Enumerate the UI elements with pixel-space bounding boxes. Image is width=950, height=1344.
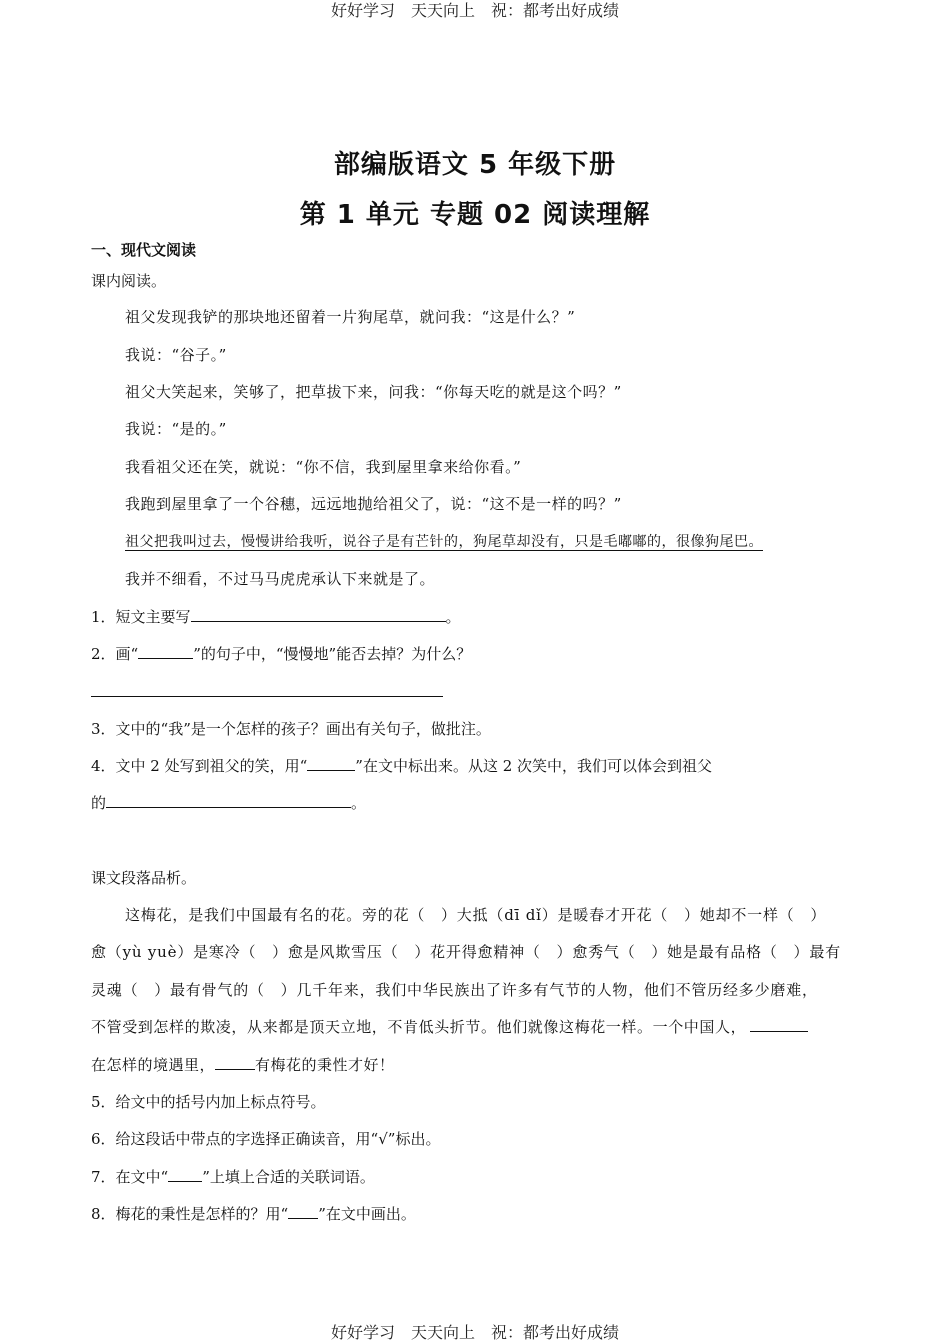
question-8-prefix: 8．梅花的秉性是怎样的？用“: [91, 1205, 289, 1223]
passage-line: 我说：“是的。”: [125, 420, 227, 438]
passage-line: 我并不细看，不过马马虎虎承认下来就是了。: [125, 570, 436, 588]
passage-line: 灵魂（ ）最有骨气的（ ）几千年来，我们中华民族出了许多有气节的人物，他们不管历经多少磨难，: [91, 981, 818, 999]
passage-line: 祖父发现我铲的那块地还留着一片狗尾草，就问我：“这是什么？”: [125, 308, 576, 326]
section-heading: 一、现代文阅读: [91, 241, 197, 259]
underline-marker: [288, 1203, 318, 1219]
answer-blank[interactable]: [106, 792, 351, 808]
title-line-2: 第 1 单元 专题 02 阅读理解: [299, 200, 651, 230]
question-4-end: 。: [351, 794, 367, 812]
passage-line: 我跑到屋里拿了一个谷穗，远远地抛给祖父了，说：“这不是一样的吗？”: [125, 495, 622, 513]
question-1-end: 。: [445, 608, 461, 626]
underlined-sentence: 祖父把我叫过去，慢慢讲给我听，说谷子是有芒针的，狗尾草却没有，只是毛嘟嘟的，很像狗尾巴。: [125, 534, 763, 550]
question-7: [91, 1166, 375, 1187]
passage-text: 不管受到怎样的欺凌，从来都是顶天立地，不肯低头折节。他们就像这梅花一样。一个中国人，: [91, 1018, 747, 1036]
question-1-text: 1．短文主要写: [91, 608, 191, 626]
question-3: 3．文中的“我”是一个怎样的孩子？画出有关句子，做批注。: [91, 720, 491, 738]
question-4-prefix: 4．文中 2 处写到祖父的笑，用“: [91, 757, 308, 775]
passage-line: 愈（yù yuè）是寒冷（ ）愈是风欺雪压（ ）花开得愈精神（ ）愈秀气（ ）她是最有品格（ ）最有: [91, 943, 841, 961]
passage-line: [91, 1016, 808, 1037]
passage-line: 祖父大笑起来，笑够了，把草拔下来，问我：“你每天吃的就是这个吗？”: [125, 383, 622, 401]
answer-blank[interactable]: [215, 1054, 255, 1070]
question-2: [91, 643, 471, 664]
answer-blank[interactable]: [191, 606, 446, 622]
page-header: 好好学习 天天向上 祝：都考出好成绩: [330, 1, 619, 20]
question-4-line2-prefix: 的: [91, 794, 107, 812]
answer-line[interactable]: [91, 696, 443, 697]
question-1: [91, 606, 461, 627]
question-8: [91, 1203, 416, 1224]
passage-text: 在怎样的境遇里，: [91, 1056, 216, 1074]
answer-blank[interactable]: [750, 1016, 808, 1032]
question-4-line-2: [91, 792, 366, 813]
question-8-text: ”在文中画出。: [318, 1205, 416, 1223]
underline-marker: [307, 755, 355, 771]
passage-line: 这梅花，是我们中国最有名的花。旁的花（ ）大抵（dī dǐ）是暖春才开花（ ）她却不一样（ ）: [125, 906, 827, 924]
title-line-1: 部编版语文 5 年级下册: [333, 150, 617, 180]
section2-intro: 课文段落品析。: [91, 869, 197, 887]
underline-marker: [138, 643, 193, 659]
passage-line: 我看祖父还在笑，就说：“你不信，我到屋里拿来给你看。”: [125, 458, 522, 476]
question-5: 5．给文中的括号内加上标点符号。: [91, 1093, 326, 1111]
page-footer: 好好学习 天天向上 祝：都考出好成绩: [330, 1323, 619, 1342]
question-7-text: ”上填上合适的关联词语。: [202, 1168, 375, 1186]
section1-intro: 课内阅读。: [91, 272, 167, 290]
question-2-prefix: 2．画“: [91, 645, 139, 663]
passage-text: 有梅花的秉性才好！: [255, 1056, 395, 1074]
question-6: 6．给这段话中带点的字选择正确读音，用“√”标出。: [91, 1130, 441, 1148]
passage-line: 我说：“谷子。”: [125, 346, 227, 364]
question-4: [91, 755, 712, 776]
question-4-text: ”在文中标出来。从这 2 次笑中，我们可以体会到祖父: [355, 757, 713, 775]
passage-line: [91, 1054, 395, 1075]
underline-marker: [168, 1166, 202, 1182]
question-2-text: ”的句子中，“慢慢地”能否去掉？为什么？: [193, 645, 472, 663]
question-7-prefix: 7．在文中“: [91, 1168, 169, 1186]
